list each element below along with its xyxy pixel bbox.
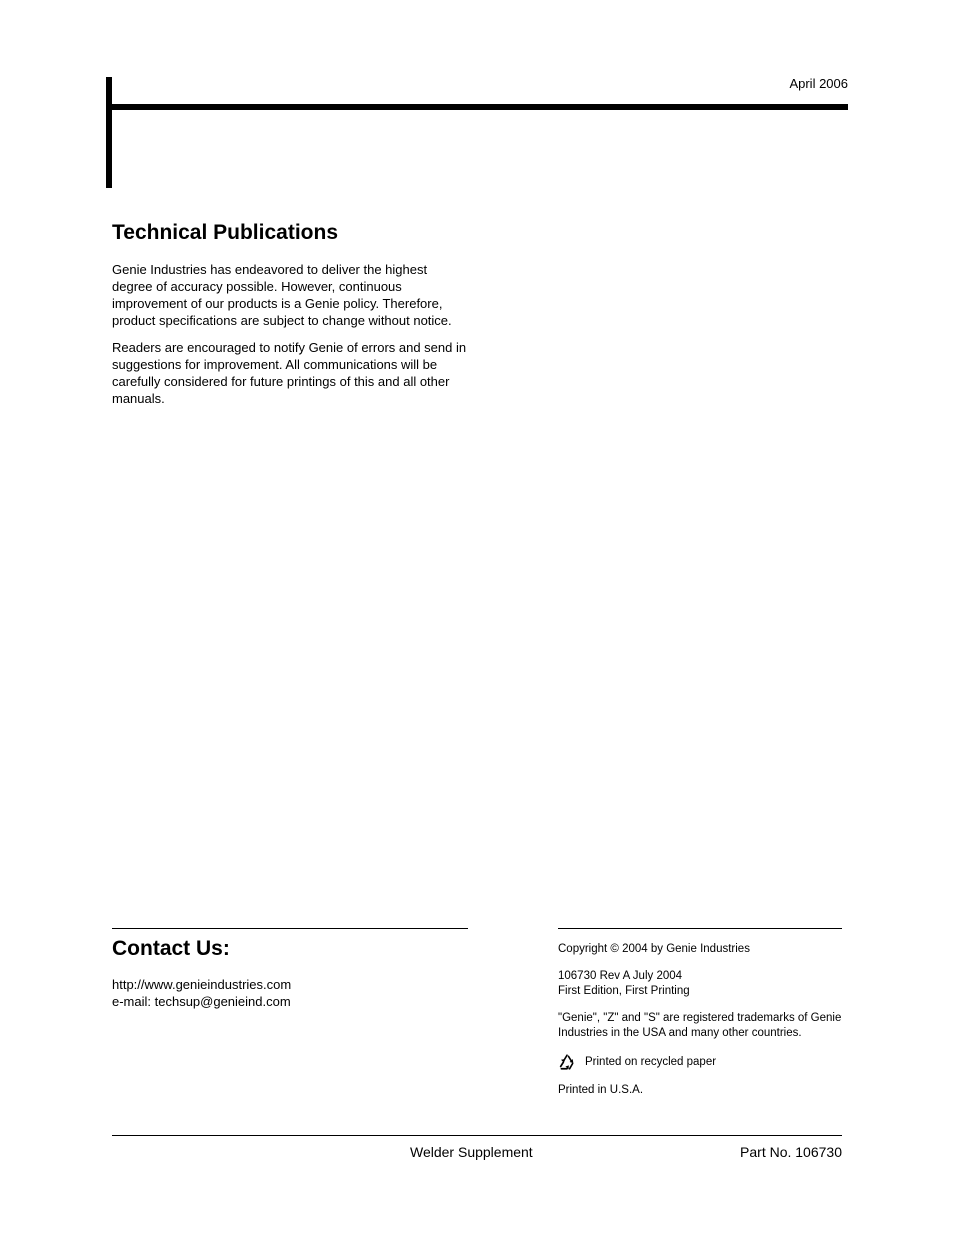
contact-info	[112, 976, 291, 1010]
technical-publications-body	[112, 261, 468, 417]
revision-line: 106730 Rev A July 2004	[558, 970, 683, 982]
footer-part-number: Part No. 106730	[740, 1144, 842, 1160]
email-link[interactable]: e-mail: techsup@genieind.com	[112, 994, 291, 1009]
technical-publications-title: Technical Publications	[112, 221, 338, 244]
tp-paragraph-2: Readers are encouraged to notify Genie of errors and send in suggestions for improvement. All communications will be carefully considered for future printings of this and all other manuals.	[112, 340, 467, 406]
contact-title: Contact Us:	[112, 937, 230, 960]
recycle-icon	[558, 1053, 576, 1071]
edition-line: First Edition, First Printing	[558, 985, 690, 997]
header-horizontal-bar	[106, 104, 848, 110]
recycled-notice	[558, 1053, 842, 1071]
footer-divider	[112, 1135, 842, 1136]
tp-paragraph-1: Genie Industries has endeavored to deliver the highest degree of accuracy possible. However, continuous improvement of our products is a Genie policy. Therefore, product specifications are subject to change without notice.	[112, 262, 452, 328]
recycled-label: Printed on recycled paper	[585, 1055, 717, 1068]
contact-divider	[112, 928, 468, 929]
copyright-line: Copyright © 2004 by Genie Industries	[558, 943, 750, 955]
header-date: April 2006	[789, 76, 848, 91]
printed-in: Printed in U.S.A.	[558, 1084, 644, 1096]
copyright-divider	[558, 928, 842, 929]
website-link[interactable]: http://www.genieindustries.com	[112, 977, 292, 992]
trademarks-notice: "Genie", "Z" and "S" are registered trademarks of Genie Industries in the USA and many other countries.	[558, 1012, 842, 1039]
revision-info	[558, 969, 842, 999]
footer-title: Welder Supplement	[410, 1144, 533, 1160]
header-vertical-bar	[106, 77, 112, 188]
copyright-block	[558, 942, 842, 1110]
